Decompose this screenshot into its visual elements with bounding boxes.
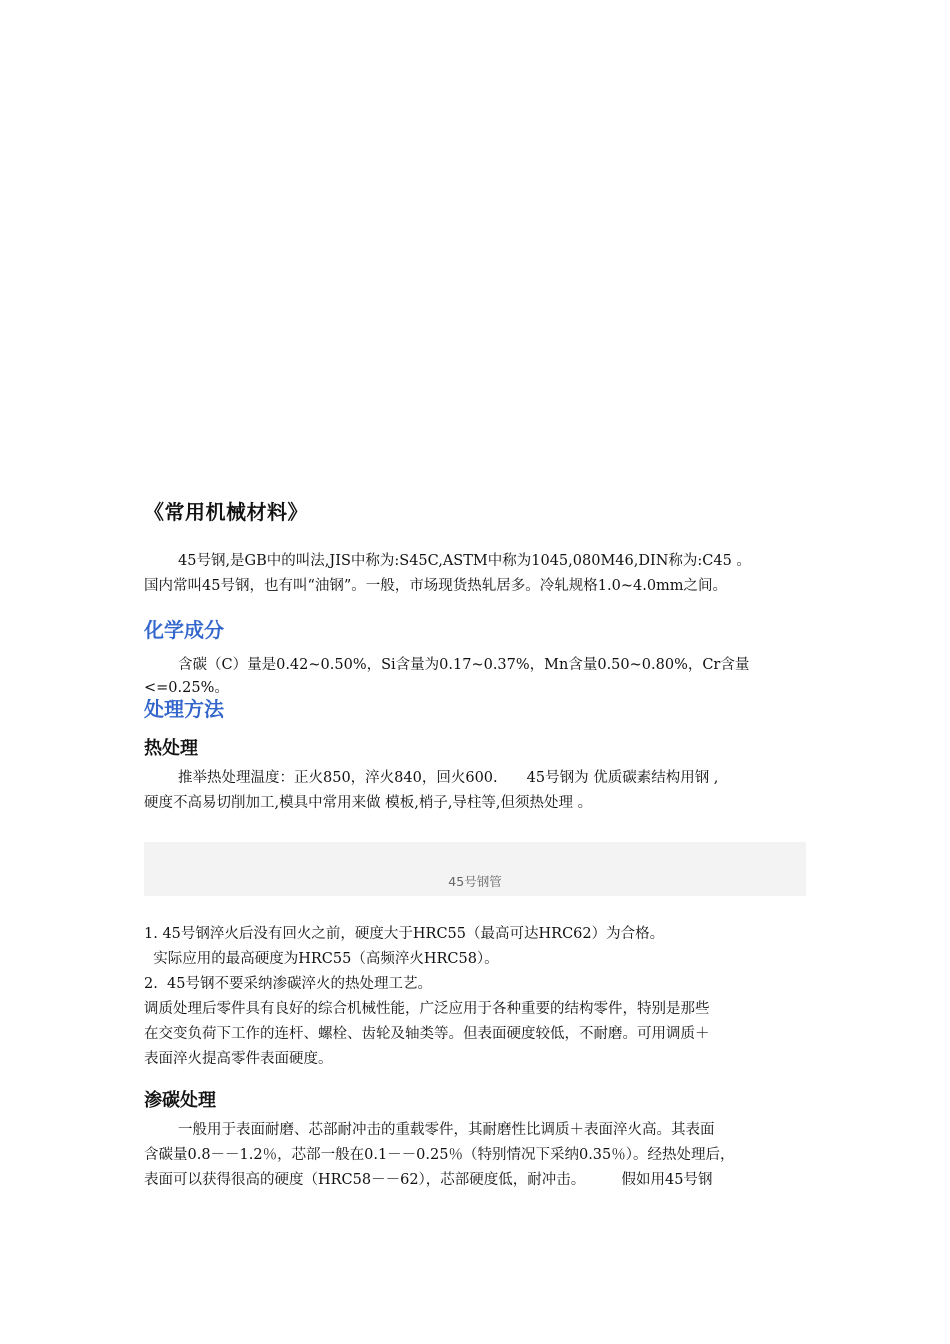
notes-paragraph-line-2: 在交变负荷下工作的连杆、螺栓、齿轮及轴类等。但表面硬度较低，不耐磨。可用调质＋ xyxy=(144,1026,710,1042)
steel-pipe-image xyxy=(144,842,806,896)
heat-treatment-line-2: 硬度不高易切削加工,模具中常用来做 模板,梢子,导柱等,但须热处理 。 xyxy=(144,795,593,811)
heat-treatment-text-c: 温度：正火850，淬火840，回火600. 45号钢为 优质碳素结构用钢 , xyxy=(250,770,719,786)
carburizing-line-2: 含碳量0.8－－1.2％，芯部一般在0.1－－0.25％（特别情况下采纳0.35％）。经热处理后， xyxy=(144,1147,735,1163)
heat-treatment-line-1 xyxy=(144,766,812,791)
document-body xyxy=(144,497,812,1193)
heat-treatment-text-a: 推举 xyxy=(178,770,207,786)
carburizing-line-3: 表面可以获得很高的硬度（HRC58－－62），芯部硬度低，耐冲击。 假如用45号钢 xyxy=(144,1172,713,1188)
chemistry-line-1: 含碳（C）量是0.42~0.50%，Si含量为0.17~0.37%，Mn含量0.50~0.80%，Cr含量 xyxy=(178,657,750,673)
chemistry-heading: 化学成分 xyxy=(144,618,224,642)
note-1b: 实际应用的最高硬度为HRC55（高频淬火HRC58）。 xyxy=(144,951,499,967)
intro-line-2: 国内常叫45号钢，也有叫“油钢”。一般，市场现货热轧居多。冷轧规格1.0~4.0mm之间。 xyxy=(144,578,728,594)
notes-paragraph-line-1: 调质处理后零件具有良好的综合机械性能，广泛应用于各种重要的结构零件，特别是那些 xyxy=(144,1001,710,1017)
note-1: 1. 45号钢淬火后没有回火之前，硬度大于HRC55（最高可达HRC62）为合格。 xyxy=(144,926,665,942)
document-title: 《常用机械材料》 xyxy=(144,500,308,524)
note-2: 2. 45号钢不要采纳渗碳淬火的热处理工艺。 xyxy=(144,976,433,992)
heat-treatment-heading: 热处理 xyxy=(144,738,198,759)
heat-treatment-link[interactable]: 热处理 xyxy=(207,770,251,786)
carburizing-line-1: 一般用于表面耐磨、芯部耐冲击的重载零件，其耐磨性比调质＋表面淬火高。其表面 xyxy=(178,1122,715,1138)
processing-heading: 处理方法 xyxy=(144,697,224,721)
chemistry-line-2: <=0.25%。 xyxy=(144,680,229,696)
notes-paragraph-line-3: 表面淬火提高零件表面硬度。 xyxy=(144,1051,333,1067)
intro-line-1: 45号钢,是GB中的叫法,JIS中称为:S45C,ASTM中称为1045,080M46,DIN称为:C45 。 xyxy=(178,553,751,569)
carburizing-heading: 渗碳处理 xyxy=(144,1090,216,1111)
image-caption: 45号钢管 xyxy=(448,874,502,889)
